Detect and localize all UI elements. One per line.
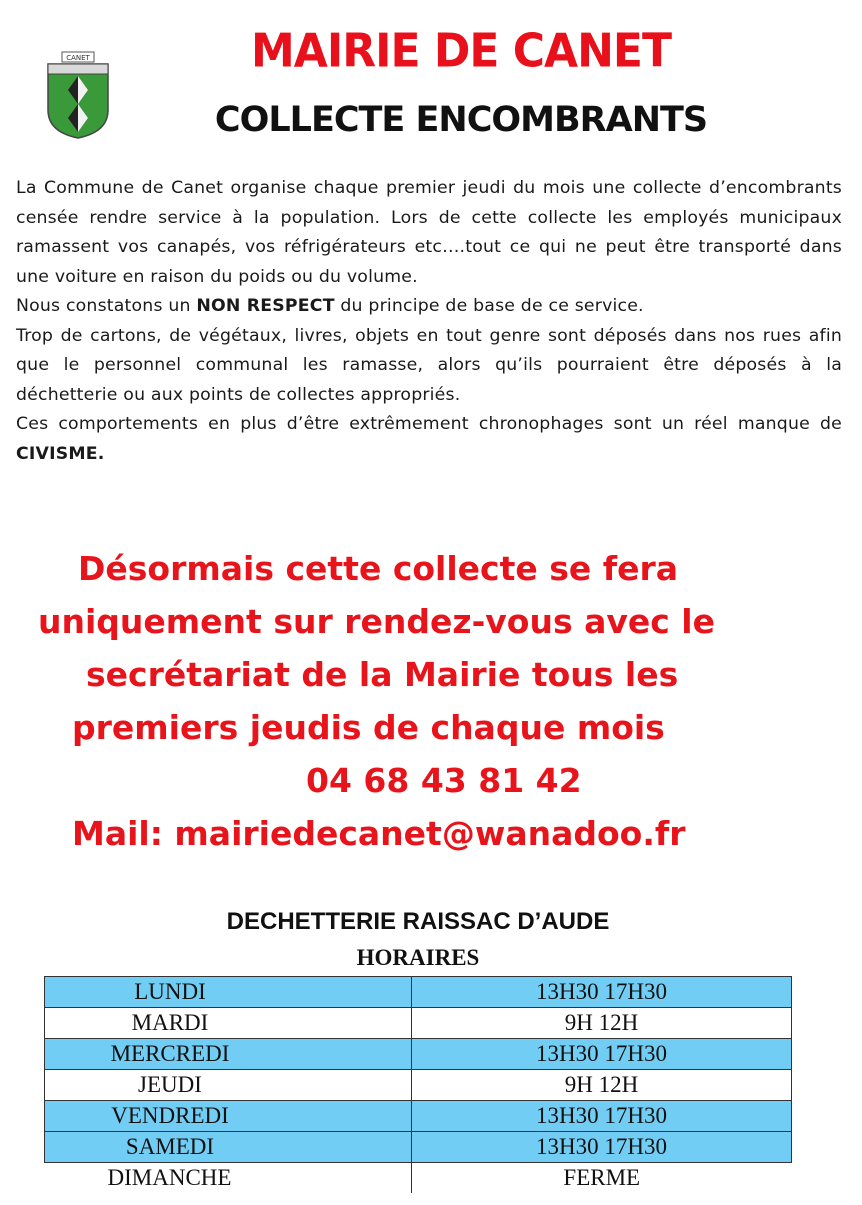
announcement-line-1: Désormais cette collecte se fera xyxy=(78,549,679,588)
intro-p2-end: du principe de base de ce service. xyxy=(334,296,644,316)
hours-title: DECHETTERIE RAISSAC D’AUDE xyxy=(226,908,610,935)
day-label: SAMEDI xyxy=(125,1134,215,1159)
announcement-line-3: secrétariat de la Mairie tous les xyxy=(86,655,679,694)
page-title: MAIRIE DE CANET xyxy=(251,24,671,79)
day-cell xyxy=(45,1070,412,1101)
intro-p2-start: Nous constatons un xyxy=(16,296,197,316)
day-label: MERCREDI xyxy=(110,1041,230,1066)
day-label: MARDI xyxy=(131,1010,209,1035)
intro-p4-start: Ces comportements en plus d’être extrêmement chronophages sont un réel manque de xyxy=(16,414,842,434)
day-label: VENDREDI xyxy=(111,1103,229,1128)
intro-paragraph-1: La Commune de Canet organise chaque premier jeudi du mois une collecte d’encombrants censée rendre service à la population. Lors de cette collecte les employés municipaux ramassent vos canapés, vos réfrigérateurs etc….tout ce qui ne peut être transporté dans une voiture en raison du poids ou du volume. xyxy=(16,178,842,287)
intro-paragraph-4 xyxy=(16,410,842,469)
intro-text xyxy=(16,174,842,469)
table-row xyxy=(45,1163,792,1194)
time-cell: 13H30 17H30 xyxy=(412,1101,792,1132)
day-label: DIMANCHE xyxy=(107,1165,232,1190)
hours-section xyxy=(44,896,792,1193)
announcement-line-4: premiers jeudis de chaque mois xyxy=(72,708,665,747)
page-subtitle: COLLECTE ENCOMBRANTS xyxy=(214,100,708,140)
table-row xyxy=(45,1101,792,1132)
time-cell: FERME xyxy=(412,1163,792,1194)
hours-subtitle: HORAIRES xyxy=(356,945,480,970)
time-cell: 13H30 17H30 xyxy=(412,1039,792,1070)
table-row xyxy=(45,1070,792,1101)
time-cell: 9H 12H xyxy=(412,1070,792,1101)
day-label: JEUDI xyxy=(138,1072,202,1097)
intro-paragraph-3: Trop de cartons, de végétaux, livres, objets en tout genre sont déposés dans nos rues afin que le personnel communal les ramasse, alors qu’ils pourraient être déposés à la déchetterie ou aux points de collectes appropriés. xyxy=(16,325,842,405)
svg-text:CANET: CANET xyxy=(66,54,90,62)
table-row xyxy=(45,977,792,1008)
time-cell: 13H30 17H30 xyxy=(412,977,792,1008)
day-cell xyxy=(45,1163,412,1194)
day-cell xyxy=(45,1101,412,1132)
non-respect-emphasis: NON RESPECT xyxy=(196,296,335,316)
day-cell xyxy=(45,1039,412,1070)
announcement-line-2: uniquement sur rendez-vous avec le xyxy=(38,602,715,641)
day-cell xyxy=(45,1008,412,1039)
table-row xyxy=(45,1008,792,1039)
civisme-emphasis: CIVISME. xyxy=(16,443,105,464)
intro-paragraph-2 xyxy=(16,292,842,322)
day-label: LUNDI xyxy=(134,979,206,1004)
hours-table xyxy=(44,976,792,1193)
day-cell xyxy=(45,1132,412,1163)
announcement xyxy=(0,542,862,860)
time-cell: 9H 12H xyxy=(412,1008,792,1039)
day-cell xyxy=(45,977,412,1008)
table-row xyxy=(45,1132,792,1163)
email-address: Mail: mairiedecanet@wanadoo.fr xyxy=(72,814,686,853)
time-cell: 13H30 17H30 xyxy=(412,1132,792,1163)
phone-number: 04 68 43 81 42 xyxy=(306,761,582,800)
table-row xyxy=(45,1039,792,1070)
